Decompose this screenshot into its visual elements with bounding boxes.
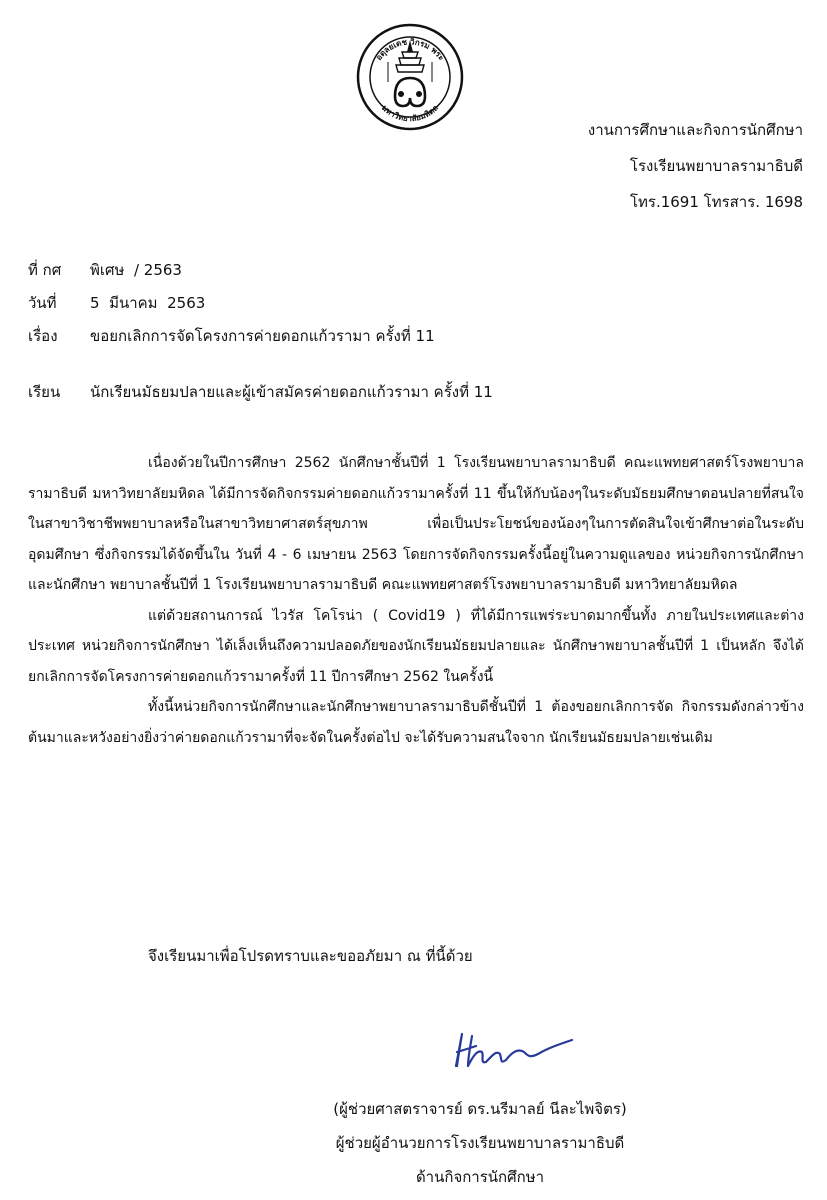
date-row (28, 287, 435, 320)
signer-name: (ผู้ช่วยศาสตราจารย์ ดร.นรีมาลย์ นีละไพจิตร) (333, 1100, 627, 1118)
closing-line: จึงเรียนมาเพื่อโปรดทราบและขออภัยมา ณ ที่นี้ด้วย (148, 947, 473, 965)
letter-meta (28, 254, 435, 353)
body-paragraph-3: ทั้งนี้หน่วยกิจการนักศึกษาและนักศึกษาพยาบาลรามาธิบดีชั้นปีที่ 1 ต้องขอยกเลิกการจัด กิจกรรมดังกล่าวข้างต้นมาและหวังอย่างยิ่งว่าค่ายดอกแก้วรามาที่จะจัดในครั้งต่อไป จะได้รับความสนใจจาก นักเรียนมัธยมปลายเช่นเดิม (28, 699, 804, 746)
recipient-value: นักเรียนมัธยมปลายและผู้เข้าสมัครค่ายดอกแก้วรามา ครั้งที่ 11 (90, 383, 493, 401)
sender-department: งานการศึกษาและกิจการนักศึกษา (587, 121, 803, 139)
body-paragraph-1: เนื่องด้วยในปีการศึกษา 2562 นักศึกษาชั้นปีที่ 1 โรงเรียนพยาบาลรามาธิบดี คณะแพทยศาสตร์โรงพยาบาลรามาธิบดี มหาวิทยาลัยมหิดล ได้มีการจัดกิจกรรมค่ายดอกแก้วรามาครั้งที่ 11 ขึ้นให้กับน้องๆในระดับมัธยมศึกษาตอนปลายที่สนใจในสาขาวิชาชีพพยาบาลหรือในสาขาวิทยาศาสตร์สุขภาพ เพื่อเป็นประโยชน์ของน้องๆในการตัดสินใจเข้าศึกษาต่อในระดับอุดมศึกษา ซึ่งกิจกรรมได้จัดขึ้นใน วันที่ 4 - 6 เมษายน 2563 โดยการจัดกิจกรรมครั้งนี้อยู่ในความดูแลของ หน่วยกิจการนักศึกษาและนักศึกษา พยาบาลชั้นปีที่ 1 โรงเรียนพยาบาลรามาธิบดี คณะแพทยศาสตร์โรงพยาบาลรามาธิบดี มหาวิทยาลัยมหิดล (28, 455, 804, 593)
sender-block (503, 112, 803, 220)
recipient-label: เรียน (28, 383, 61, 401)
date-value: 5 มีนาคม 2563 (90, 294, 206, 312)
svg-text:มหาวิทยาลัยมหิดล: มหาวิทยาลัยมหิดล (380, 103, 440, 124)
date-label: วันที่ (28, 294, 57, 312)
sender-school: โรงเรียนพยาบาลรามาธิบดี (629, 157, 803, 175)
handwritten-signature (448, 1026, 578, 1072)
signer-block (300, 1092, 660, 1194)
reference-label: ที่ กศ (28, 261, 62, 279)
subject-row (28, 320, 435, 353)
body-paragraph-2: แต่ด้วยสถานการณ์ ไวรัส โคโรน่า ( Covid19 ) ที่ได้มีการแพร่ระบาดมากขึ้นทั้ง ภายในประเทศและต่างประเทศ หน่วยกิจการนักศึกษา ได้เล็งเห็นถึงความปลอดภัยของนักเรียนมัธยมปลายและ นักศึกษาพยาบาลชั้นปีที่ 1 เป็นหลัก จึงได้ยกเลิกการจัดโครงการค่ายดอกแก้วรามาครั้งที่ 11 ปีการศึกษา 2562 ในครั้งนี้ (28, 607, 804, 685)
signer-department: ด้านกิจการนักศึกษา (415, 1168, 545, 1186)
signer-position: ผู้ช่วยผู้อำนวยการโรงเรียนพยาบาลรามาธิบดี (335, 1134, 625, 1152)
subject-label: เรื่อง (28, 327, 58, 345)
mahidol-university-seal (355, 22, 465, 132)
svg-text:อดุลยเดช วิกรม พระ: อดุลยเดช วิกรม พระ (374, 37, 446, 63)
recipient-row (28, 376, 493, 409)
reference-value: พิเศษ / 2563 (90, 261, 182, 279)
subject-value: ขอยกเลิกการจัดโครงการค่ายดอกแก้วรามา ครั้งที่ 11 (90, 327, 435, 345)
reference-row (28, 254, 435, 287)
letter-body (28, 448, 804, 753)
sender-phone: โทร.1691 โทรสาร. 1698 (629, 193, 803, 211)
